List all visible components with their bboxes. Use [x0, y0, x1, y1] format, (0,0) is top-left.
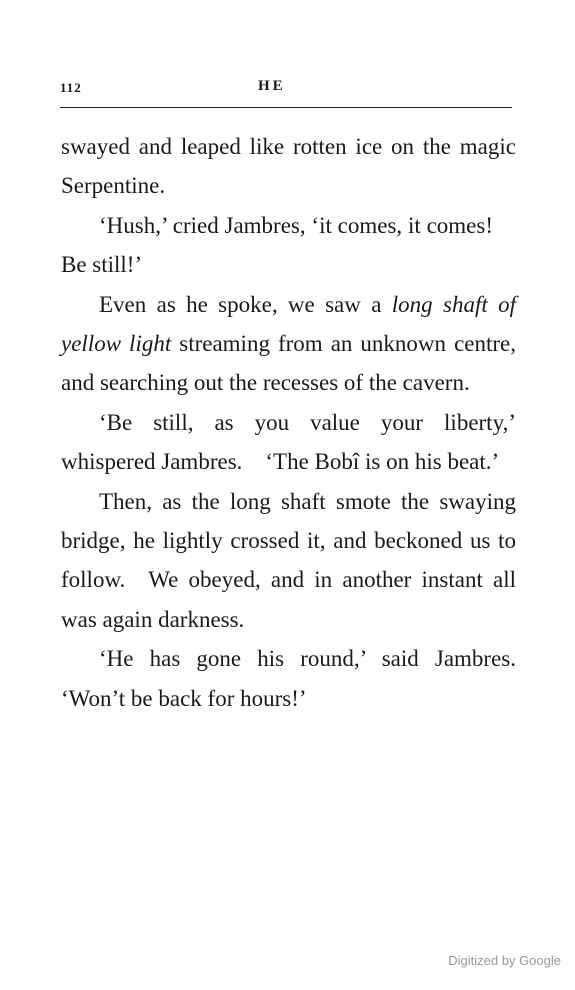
- paragraph-2: ‘Hush,’ cried Jambres, ‘it comes, it comes! Be still!’: [61, 212, 516, 278]
- paragraph-3-italic: long shaft of yellow light: [61, 291, 516, 357]
- header-rule: [60, 107, 512, 108]
- page-number: 112: [60, 80, 82, 95]
- paragraph-3: [61, 285, 516, 403]
- body-text: [61, 127, 516, 718]
- paragraph-3-start: Even as he spoke, we saw a: [99, 291, 392, 317]
- paragraph-1: swayed and leaped like rotten ice on the magic Serpentine.: [61, 134, 516, 199]
- digitized-watermark: Digitized by Google: [448, 953, 561, 968]
- paragraph-5: Then, as the long shaft smote the swaying bridge, he lightly crossed it, and beckoned us to follow. We obeyed, and in another instant all was again darkness.: [61, 488, 516, 632]
- paragraph-3-end: streaming from an unknown centre, and searching out the recesses of the cavern.: [61, 331, 516, 396]
- page-header: [60, 78, 512, 100]
- running-head: HE: [258, 78, 286, 94]
- paragraph-6: ‘He has gone his round,’ said Jambres. ‘Won’t be back for hours!’: [61, 646, 516, 711]
- paragraph-4: ‘Be still, as you value your liberty,’ whispered Jambres. ‘The Bobî is on his beat.’: [61, 409, 516, 475]
